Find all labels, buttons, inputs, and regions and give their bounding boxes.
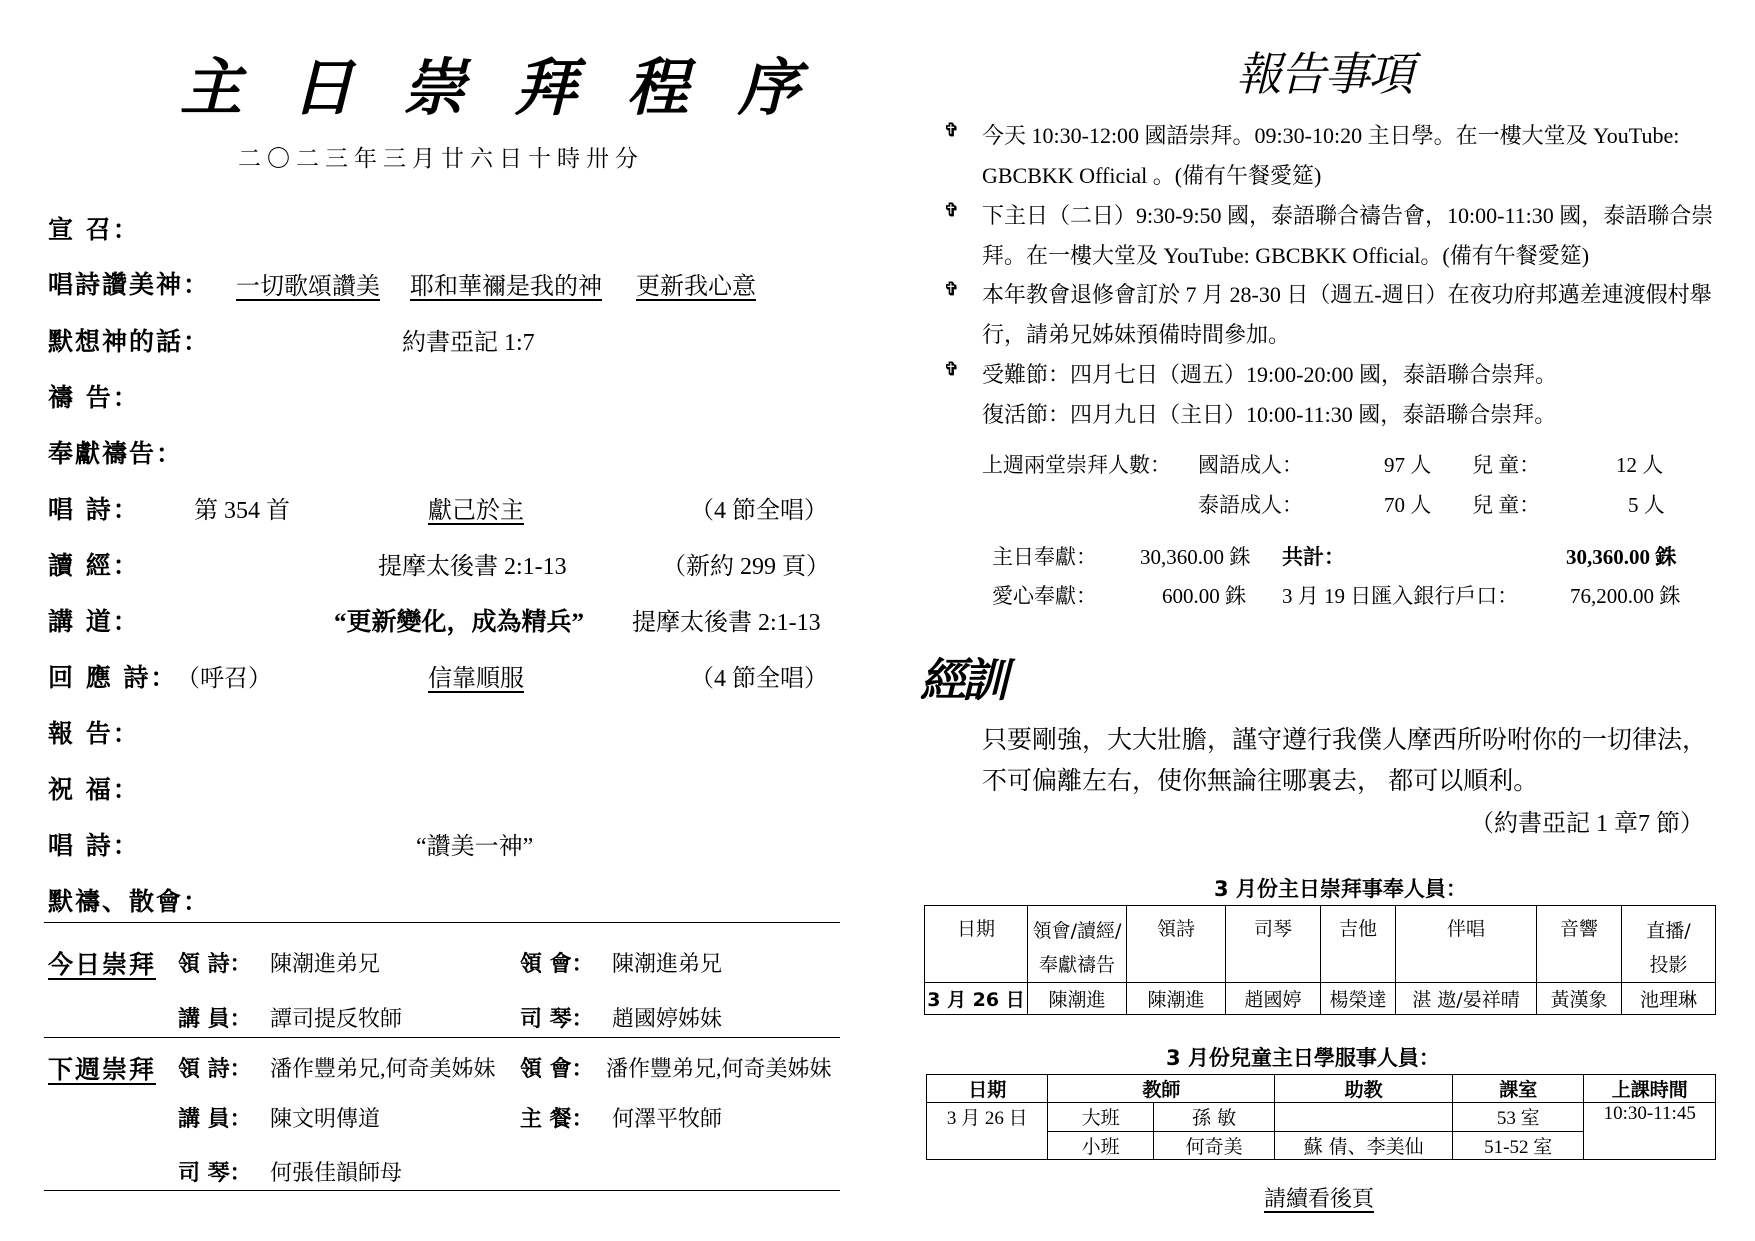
sermon-title: “更新變化，成為精兵” bbox=[334, 609, 585, 636]
news-item-2-line-1: 下主日（二日）9:30-9:50 國，泰語聯合禱告會，10:00-11:30 國，泰語聯合崇 bbox=[982, 203, 1714, 228]
thai-adult-label: 泰語成人： bbox=[1198, 493, 1303, 517]
scripture-ref: （約書亞記 1 章7 節） bbox=[1470, 811, 1704, 837]
school-header-teacher: 教師 bbox=[1048, 1075, 1275, 1103]
service-next-name-4: 何澤平牧師 bbox=[612, 1106, 723, 1131]
school-teacher: 何奇美 bbox=[1153, 1131, 1274, 1159]
item-sermon-label: 講 道： bbox=[48, 607, 140, 636]
love-offering-amount: 600.00 銖 bbox=[1162, 584, 1246, 608]
mandarin-adult-count: 97 人 bbox=[1384, 453, 1432, 477]
school-room: 53 室 bbox=[1452, 1103, 1584, 1131]
school-date: 3 月 26 日 bbox=[927, 1103, 1048, 1160]
duty-cell: 趙國婷 bbox=[1226, 983, 1321, 1015]
service-today-role-3: 講 員： bbox=[178, 1006, 252, 1032]
response-verses: （4 節全唱） bbox=[690, 666, 828, 692]
duty-header-singers: 伴唱 bbox=[1396, 906, 1537, 983]
service-today-role-1: 領 詩： bbox=[178, 951, 252, 977]
news-item-3-line-1: 本年教會退修會訂於 7 月 28-30 日（週五-週日）在夜功府邦邁差連渡假村舉 bbox=[982, 282, 1712, 307]
offering-total-label: 共計： bbox=[1282, 545, 1345, 569]
service-next-label: 下週崇拜 bbox=[48, 1055, 157, 1084]
reading-ref: 提摩太後書 2:1-13 bbox=[378, 554, 567, 580]
service-today-role-2: 領 會： bbox=[520, 951, 594, 977]
thai-child-count: 5 人 bbox=[1628, 493, 1665, 517]
service-today-name-4: 趙國婷姊妹 bbox=[612, 1006, 723, 1031]
praise-song-2: 耶和華禰是我的神 bbox=[410, 274, 602, 300]
offering-total-amount: 30,360.00 銖 bbox=[1566, 545, 1677, 569]
hymn-number: 第 354 首 bbox=[194, 498, 290, 524]
service-today-label: 今日崇拜 bbox=[48, 950, 157, 979]
service-next-name-3: 陳文明傳道 bbox=[270, 1106, 381, 1131]
love-offering-label: 愛心奉獻： bbox=[992, 584, 1097, 608]
news-item-1-line-2: GBCBKK Official 。(備有午餐愛筵) bbox=[982, 163, 1322, 188]
duty-header-pianist: 司琴 bbox=[1226, 906, 1321, 983]
continue-link[interactable]: 請續看後頁 bbox=[1264, 1186, 1375, 1211]
school-time: 10:30-11:45 bbox=[1584, 1103, 1716, 1160]
cross-icon: ✞ bbox=[944, 359, 960, 380]
item-call-to-worship: 宣 召： bbox=[48, 215, 140, 244]
duty-cell: 陳潮進 bbox=[1028, 983, 1127, 1015]
school-class: 大班 bbox=[1048, 1103, 1153, 1131]
cross-icon: ✞ bbox=[944, 120, 960, 141]
sunday-offering-amount: 30,360.00 銖 bbox=[1140, 545, 1251, 569]
mandarin-child-label: 兒 童： bbox=[1472, 453, 1541, 477]
item-offering-prayer: 奉獻禱告： bbox=[48, 439, 184, 468]
school-class: 小班 bbox=[1048, 1131, 1153, 1159]
news-item-4-line-2: 復活節：四月九日（主日）10:00-11:30 國，泰語聯合崇拜。 bbox=[982, 402, 1557, 427]
service-next-role-2: 領 會： bbox=[520, 1056, 594, 1082]
bank-deposit-amount: 76,200.00 銖 bbox=[1570, 584, 1681, 608]
duty-header-guitar: 吉他 bbox=[1321, 906, 1396, 983]
service-next-role-4: 主 餐： bbox=[520, 1106, 594, 1132]
cross-icon: ✞ bbox=[944, 200, 960, 221]
sunday-offering-label: 主日奉獻： bbox=[992, 545, 1097, 569]
divider-mid bbox=[44, 1037, 840, 1038]
duty-cell: 陳潮進 bbox=[1127, 983, 1226, 1015]
news-item-1-line-1: 今天 10:30-12:00 國語崇拜。09:30-10:20 主日學。在一樓大堂及 YouTube: bbox=[982, 123, 1680, 148]
thai-child-label: 兒 童： bbox=[1472, 493, 1541, 517]
duty-cell: 楊榮達 bbox=[1321, 983, 1396, 1015]
duty-table-title: 3 月份主日崇拜事奉人員： bbox=[1214, 877, 1467, 901]
service-next-role-5: 司 琴： bbox=[178, 1160, 252, 1186]
duty-header-leader: 領會/讀經/ 奉獻禱告 bbox=[1028, 906, 1127, 983]
item-meditation-label: 默想神的話： bbox=[48, 327, 211, 356]
closing-song: “讚美一神” bbox=[416, 834, 534, 860]
hymn-note: （4 節全唱） bbox=[690, 498, 828, 524]
divider-top bbox=[44, 922, 840, 923]
duty-cell: 3 月 26 日 bbox=[925, 983, 1028, 1015]
thai-adult-count: 70 人 bbox=[1384, 493, 1432, 517]
service-today-name-2: 陳潮進弟兄 bbox=[612, 951, 723, 976]
duty-cell: 湛 遨/晏祥晴 bbox=[1396, 983, 1537, 1015]
service-next-name-1: 潘作豐弟兄,何奇美姊妹 bbox=[270, 1056, 496, 1081]
service-next-name-2: 潘作豐弟兄,何奇美姊妹 bbox=[606, 1056, 832, 1081]
item-benediction: 祝 福： bbox=[48, 775, 140, 804]
school-assistant bbox=[1275, 1103, 1453, 1131]
duty-header-song-leader: 領詩 bbox=[1127, 906, 1226, 983]
service-today-role-4: 司 琴： bbox=[520, 1006, 594, 1032]
duty-cell: 黃漢象 bbox=[1537, 983, 1622, 1015]
school-teacher: 孫 敏 bbox=[1153, 1103, 1274, 1131]
school-header-assistant: 助教 bbox=[1275, 1075, 1453, 1103]
school-room: 51-52 室 bbox=[1452, 1131, 1584, 1159]
service-next-role-1: 領 詩： bbox=[178, 1056, 252, 1082]
news-item-3-line-2: 行，請弟兄姊妹預備時間參加。 bbox=[982, 322, 1291, 347]
school-assistant: 蘇 倩、李美仙 bbox=[1275, 1131, 1453, 1159]
bank-deposit-label: 3 月 19 日匯入銀行戶口： bbox=[1282, 584, 1519, 608]
praise-song-3: 更新我心意 bbox=[636, 274, 756, 300]
item-prayer: 禱 告： bbox=[48, 383, 140, 412]
attendance-label: 上週兩堂崇拜人數： bbox=[982, 453, 1171, 477]
cross-icon: ✞ bbox=[944, 279, 960, 300]
mandarin-child-count: 12 人 bbox=[1616, 453, 1664, 477]
duty-header-sound: 音響 bbox=[1537, 906, 1622, 983]
duty-header-stream: 直播/ 投影 bbox=[1622, 906, 1716, 983]
scripture-line-1: 只要剛強，大大壯膽，謹守遵行我僕人摩西所吩咐你的一切律法， bbox=[982, 727, 1708, 754]
service-next-name-5: 何張佳韻師母 bbox=[270, 1160, 403, 1185]
item-closing-label: 唱 詩： bbox=[48, 831, 140, 860]
school-table bbox=[926, 1074, 1716, 1160]
school-header-room: 課室 bbox=[1452, 1075, 1584, 1103]
service-today-name-3: 譚司提反牧師 bbox=[270, 1006, 403, 1031]
scripture-title: 經訓 bbox=[920, 653, 1004, 707]
divider-bottom bbox=[44, 1190, 840, 1191]
response-title: 信靠順服 bbox=[428, 666, 524, 692]
duty-cell: 池理琳 bbox=[1622, 983, 1716, 1015]
item-praise-label: 唱詩讚美神： bbox=[48, 270, 211, 299]
school-header-time: 上課時間 bbox=[1584, 1075, 1716, 1103]
news-item-4-line-1: 受難節：四月七日（週五）19:00-20:00 國，泰語聯合崇拜。 bbox=[982, 362, 1558, 387]
service-next-role-3: 講 員： bbox=[178, 1106, 252, 1132]
meditation-ref: 約書亞記 1:7 bbox=[402, 330, 535, 356]
news-title: 報告事項 bbox=[1236, 47, 1412, 101]
school-table-title: 3 月份兒童主日學服事人員： bbox=[1166, 1046, 1440, 1070]
reading-note: （新約 299 頁） bbox=[662, 554, 830, 580]
scripture-line-2: 不可偏離左右，使你無論往哪裏去， 都可以順利。 bbox=[982, 768, 1539, 795]
sermon-ref: 提摩太後書 2:1-13 bbox=[632, 610, 821, 636]
item-reading-label: 讀 經： bbox=[48, 551, 140, 580]
program-title: 主 日 崇 拜 程 序 bbox=[180, 51, 814, 124]
school-header-date: 日期 bbox=[927, 1075, 1048, 1103]
duty-table bbox=[924, 905, 1716, 1015]
praise-song-1: 一切歌頌讚美 bbox=[236, 274, 380, 300]
program-datetime: 二〇二三年三月廿六日十時卅分 bbox=[238, 146, 644, 172]
response-note: （呼召） bbox=[176, 666, 272, 692]
news-item-2-line-2: 拜。在一樓大堂及 YouTube: GBCBKK Official。(備有午餐愛筵) bbox=[982, 243, 1590, 268]
duty-header-date: 日期 bbox=[925, 906, 1028, 983]
service-today-name-1: 陳潮進弟兄 bbox=[270, 951, 381, 976]
item-dismissal: 默禱、散會： bbox=[48, 887, 211, 916]
mandarin-adult-label: 國語成人： bbox=[1198, 453, 1303, 477]
item-response-label: 回 應 詩： bbox=[48, 663, 178, 692]
hymn-title: 獻己於主 bbox=[428, 498, 524, 524]
item-hymn-label: 唱 詩： bbox=[48, 495, 140, 524]
item-announcements: 報 告： bbox=[48, 719, 140, 748]
